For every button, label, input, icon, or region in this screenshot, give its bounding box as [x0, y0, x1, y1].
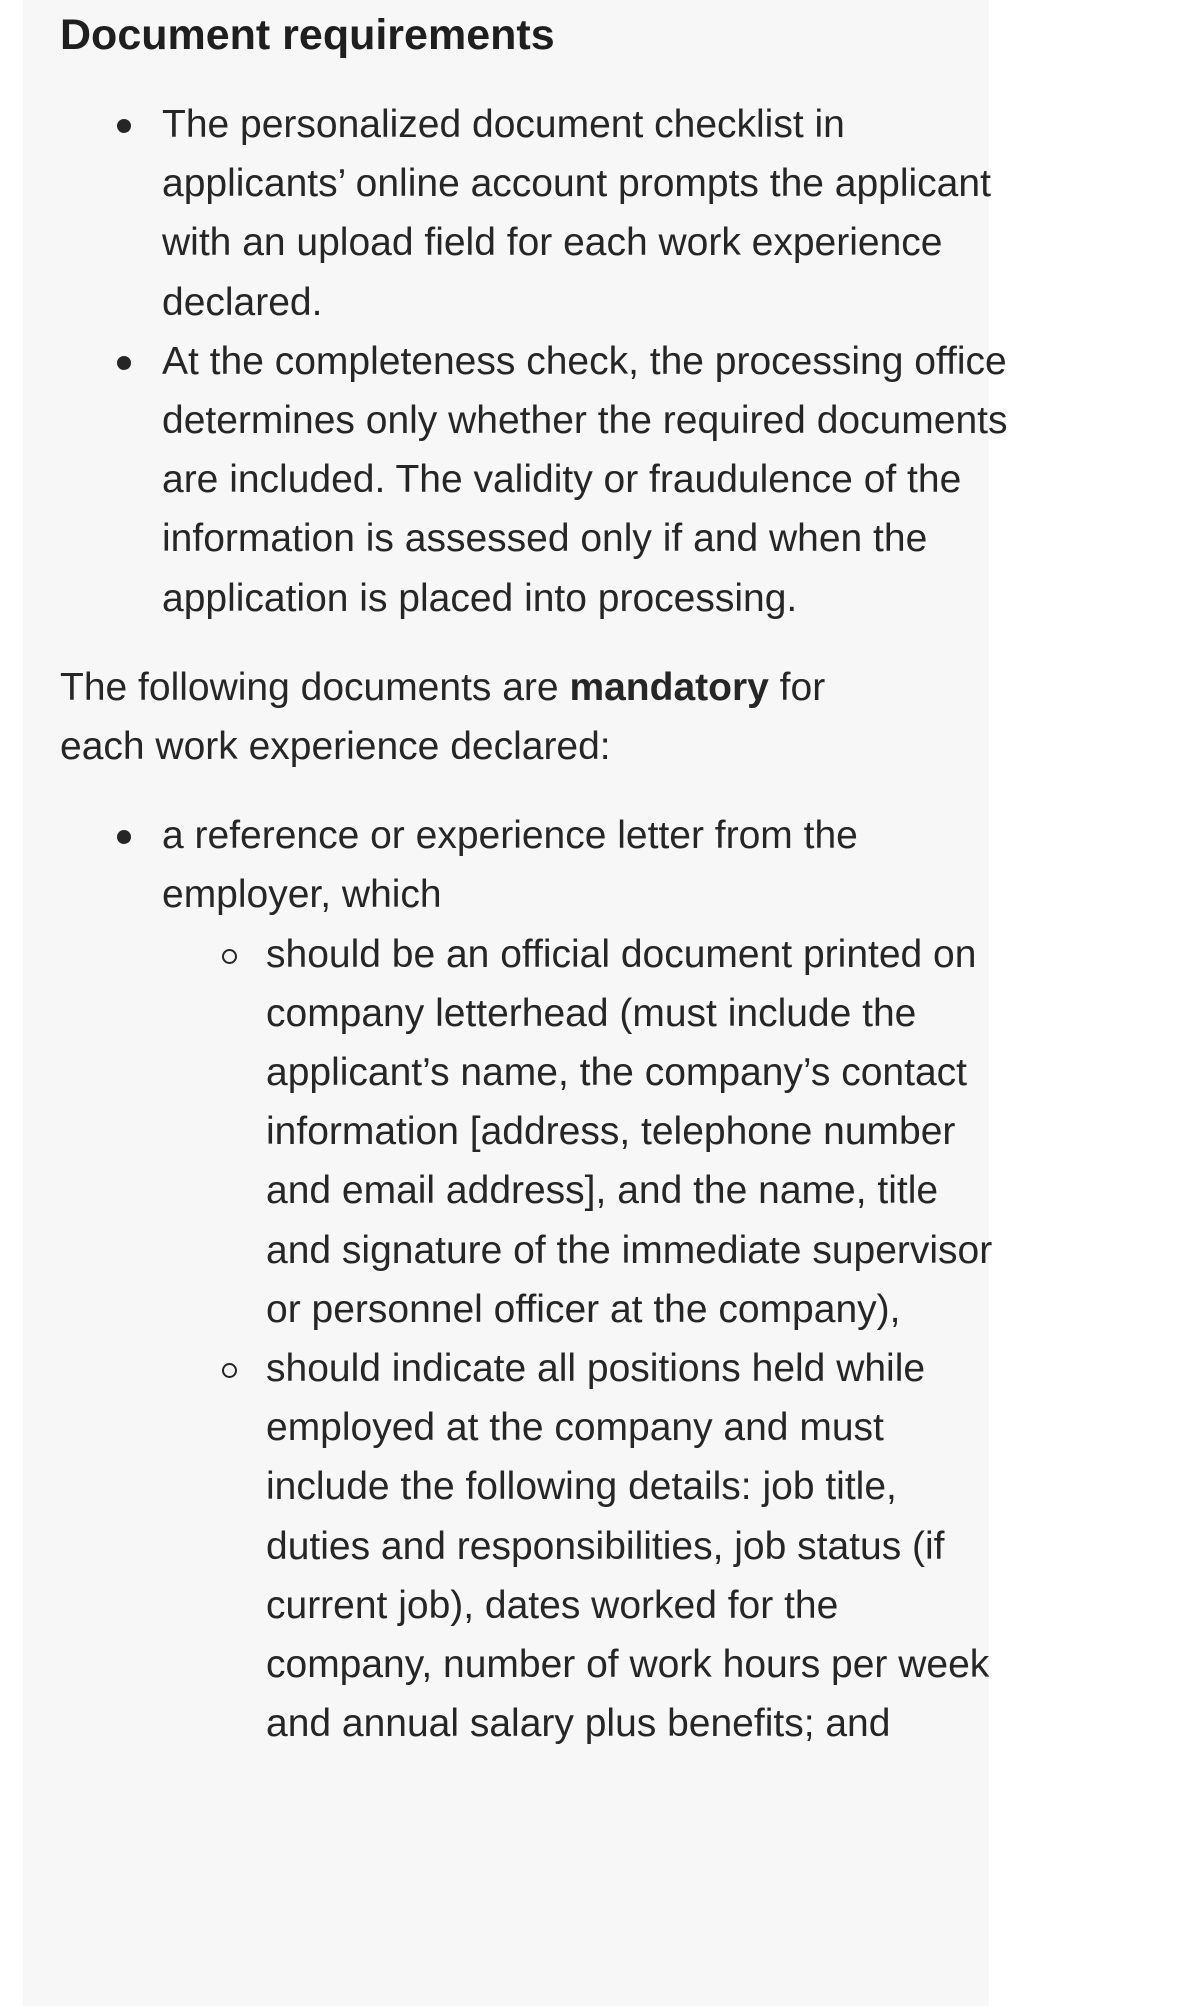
mandatory-paragraph: [60, 658, 910, 776]
sub-list-item: should indicate all positions held while employed at the company and must include the following details: job title, duties and responsibilities, job status (if current job), dates worked for the company, number of work hours per week and annual salary plus benefits; and: [162, 1339, 1010, 1753]
intro-bullet-list: [60, 95, 1008, 628]
section-title: Document requirements: [60, 11, 555, 59]
list-item: [60, 806, 1010, 1753]
list-item: The personalized document checklist in applicants’ online account prompts the applicant with an upload field for each work experience declared.: [60, 95, 1010, 332]
paragraph-text-before: The following documents are: [60, 665, 570, 709]
sub-list: [162, 925, 1010, 1754]
paragraph-text-after: for each work experience declared:: [60, 665, 826, 769]
list-item: At the completeness check, the processing office determines only whether the required documents are included. The validity or fraudulence of the information is assessed only if and when the application is placed into processing.: [60, 332, 1010, 628]
mandatory-emphasis: mandatory: [569, 665, 769, 709]
mandatory-document-list: [60, 806, 993, 1753]
document-content: [60, 0, 1008, 1753]
sub-list-item: should be an official document printed on company letterhead (must include the applicant’s name, the company’s contact information [address, telephone number and email address], and the name, title and signature of the immediate supervisor or personnel officer at the company),: [162, 925, 1010, 1339]
list-item-text: a reference or experience letter from the employer, which: [162, 814, 858, 917]
